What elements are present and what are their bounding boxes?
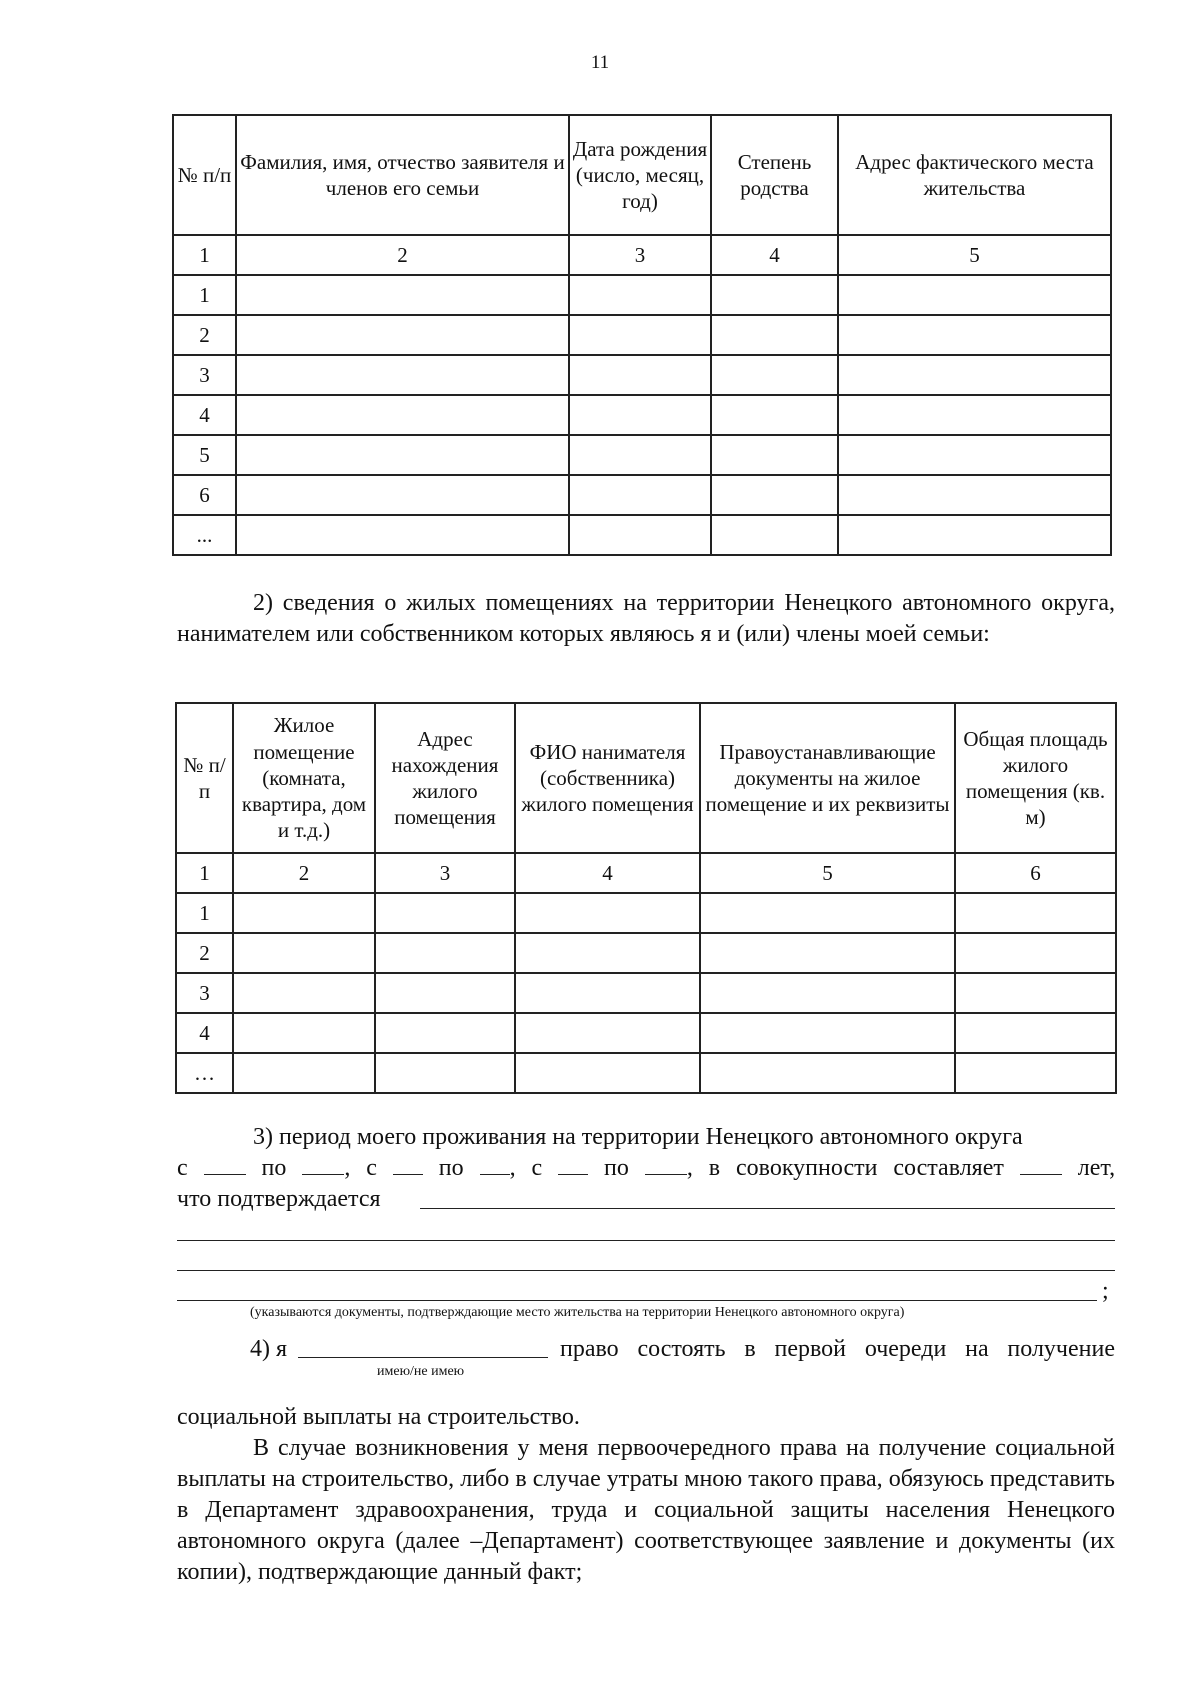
empty-cell xyxy=(515,1013,700,1053)
empty-cell xyxy=(236,435,569,475)
table-row xyxy=(176,973,1116,1013)
header-dwelling-address: Адрес нахождения жилого помещения xyxy=(375,703,515,853)
empty-cell xyxy=(375,1053,515,1093)
empty-cell xyxy=(955,1013,1116,1053)
header-relationship: Степень родства xyxy=(711,115,838,235)
comma-from-label: , с xyxy=(509,1155,543,1181)
empty-cell xyxy=(569,355,711,395)
empty-cell xyxy=(711,355,838,395)
empty-cell xyxy=(515,893,700,933)
empty-cell xyxy=(233,893,375,933)
confirmation-document-field[interactable] xyxy=(420,1208,1115,1209)
row-number: ... xyxy=(173,515,236,555)
empty-cell xyxy=(515,1053,700,1093)
page-number: 11 xyxy=(590,52,610,73)
right-status-hint: имею/не имею xyxy=(377,1364,465,1379)
row-number: 1 xyxy=(173,275,236,315)
table-row xyxy=(173,315,1111,355)
empty-cell xyxy=(838,315,1111,355)
column-number: 4 xyxy=(711,235,838,275)
column-number: 6 xyxy=(955,853,1116,893)
empty-cell xyxy=(233,973,375,1013)
table-row xyxy=(176,1013,1116,1053)
header-full-name: Фамилия, имя, отчество заявителя и членов его семьи xyxy=(236,115,569,235)
to-label: по xyxy=(438,1155,464,1181)
column-numbers-row xyxy=(173,235,1111,275)
empty-cell xyxy=(375,1013,515,1053)
empty-cell xyxy=(711,515,838,555)
from-label: с xyxy=(177,1155,188,1181)
confirmed-by-label: что подтверждается xyxy=(177,1186,381,1212)
empty-cell xyxy=(233,1053,375,1093)
empty-cell xyxy=(236,315,569,355)
row-number: 6 xyxy=(173,475,236,515)
residence-period-line xyxy=(177,1153,1115,1184)
empty-cell xyxy=(569,315,711,355)
row-number: 2 xyxy=(176,933,233,973)
header-title-documents: Правоустанавливающие документы на жилое помещение и их реквизиты xyxy=(700,703,955,853)
empty-cell xyxy=(700,933,955,973)
years-label: лет, xyxy=(1077,1155,1116,1181)
table-row xyxy=(173,475,1111,515)
to-label: по xyxy=(261,1155,287,1181)
table-header-row xyxy=(173,115,1111,235)
empty-cell xyxy=(711,395,838,435)
empty-cell xyxy=(711,275,838,315)
empty-cell xyxy=(838,275,1111,315)
empty-cell xyxy=(700,1053,955,1093)
empty-cell xyxy=(515,973,700,1013)
section-4-prefix: 4) я xyxy=(250,1336,288,1362)
from-date-field-3[interactable] xyxy=(558,1154,588,1175)
right-status-field[interactable] xyxy=(298,1357,548,1358)
confirmation-document-line-3[interactable] xyxy=(177,1270,1115,1271)
empty-cell xyxy=(375,893,515,933)
table-row xyxy=(176,1053,1116,1093)
table-row xyxy=(176,893,1116,933)
section-2-text: 2) сведения о жилых помещениях на территории Ненецкого автономного округа, нанимателем или собственником которых являюсь я и (или) члены моей семьи: xyxy=(177,590,1115,647)
to-date-field-3[interactable] xyxy=(645,1154,687,1175)
empty-cell xyxy=(569,475,711,515)
table-row xyxy=(173,275,1111,315)
column-numbers-row xyxy=(176,853,1116,893)
empty-cell xyxy=(236,355,569,395)
empty-cell xyxy=(838,515,1111,555)
empty-cell xyxy=(700,893,955,933)
empty-cell xyxy=(838,355,1111,395)
header-number: № п/п xyxy=(173,115,236,235)
column-number: 5 xyxy=(838,235,1111,275)
empty-cell xyxy=(569,275,711,315)
empty-cell xyxy=(955,893,1116,933)
to-date-field-1[interactable] xyxy=(302,1154,344,1175)
empty-cell xyxy=(515,933,700,973)
comma-from-label: , с xyxy=(344,1155,377,1181)
header-address: Адрес фактического места жительства xyxy=(838,115,1111,235)
confirmation-document-line-4[interactable] xyxy=(177,1300,1097,1301)
empty-cell xyxy=(838,435,1111,475)
header-owner-name: ФИО нанимателя (собственника) жилого помещения xyxy=(515,703,700,853)
total-years-field[interactable] xyxy=(1020,1154,1062,1175)
table-row xyxy=(173,355,1111,395)
row-number: 3 xyxy=(173,355,236,395)
closing-paragraph: В случае возникновения у меня первоочередного права на получение социальной выплаты на строительство, либо в случае утраты мною такого права, обязуюсь представить в Департамент здравоохранения, труда и социальной защиты населения Ненецкого автономного округа (далее –Департамент) соответствующее заявление и документы (их копии), подтверждающие данный факт; xyxy=(177,1435,1115,1585)
header-number: № п/п xyxy=(176,703,233,853)
housing-table xyxy=(175,702,1117,1094)
family-members-table xyxy=(172,114,1112,556)
total-label: , в совокупности составляет xyxy=(686,1155,1004,1181)
column-number: 5 xyxy=(700,853,955,893)
to-label: по xyxy=(604,1155,629,1181)
column-number: 3 xyxy=(375,853,515,893)
section-4-line2: социальной выплаты на строительство. xyxy=(177,1404,580,1430)
empty-cell xyxy=(375,973,515,1013)
row-number: 3 xyxy=(176,973,233,1013)
header-total-area: Общая площадь жилого помещения (кв. м) xyxy=(955,703,1116,853)
empty-cell xyxy=(711,475,838,515)
empty-cell xyxy=(838,475,1111,515)
row-number: 4 xyxy=(173,395,236,435)
empty-cell xyxy=(233,1013,375,1053)
table-header-row xyxy=(176,703,1116,853)
column-number: 1 xyxy=(176,853,233,893)
empty-cell xyxy=(838,395,1111,435)
header-dwelling: Жилое помещение (комната, квартира, дом и т.д.) xyxy=(233,703,375,853)
column-number: 4 xyxy=(515,853,700,893)
documents-hint: (указываются документы, подтверждающие место жительства на территории Ненецкого автономного округа) xyxy=(250,1305,905,1320)
empty-cell xyxy=(955,1053,1116,1093)
column-number: 3 xyxy=(569,235,711,275)
row-number: 2 xyxy=(173,315,236,355)
empty-cell xyxy=(236,475,569,515)
table-row xyxy=(173,515,1111,555)
table-row xyxy=(176,933,1116,973)
table-row xyxy=(173,435,1111,475)
empty-cell xyxy=(700,973,955,1013)
empty-cell xyxy=(955,973,1116,1013)
from-date-field-1[interactable] xyxy=(204,1154,246,1175)
empty-cell xyxy=(236,515,569,555)
column-number: 2 xyxy=(233,853,375,893)
empty-cell xyxy=(236,395,569,435)
table-row xyxy=(173,395,1111,435)
empty-cell xyxy=(569,395,711,435)
empty-cell xyxy=(233,933,375,973)
row-number: 5 xyxy=(173,435,236,475)
empty-cell xyxy=(569,515,711,555)
semicolon: ; xyxy=(1102,1278,1109,1304)
to-date-field-2[interactable] xyxy=(480,1154,510,1175)
confirmation-document-line-2[interactable] xyxy=(177,1240,1115,1241)
empty-cell xyxy=(711,315,838,355)
column-number: 1 xyxy=(173,235,236,275)
empty-cell xyxy=(569,435,711,475)
column-number: 2 xyxy=(236,235,569,275)
row-number: 1 xyxy=(176,893,233,933)
header-birth-date: Дата рождения (число, месяц, год) xyxy=(569,115,711,235)
section-3-line1: 3) период моего проживания на территории Ненецкого автономного округа xyxy=(253,1124,1023,1150)
empty-cell xyxy=(711,435,838,475)
row-number: … xyxy=(176,1053,233,1093)
from-date-field-2[interactable] xyxy=(393,1154,423,1175)
empty-cell xyxy=(955,933,1116,973)
section-4-suffix: право состоять в первой очереди на получение xyxy=(560,1336,1115,1362)
empty-cell xyxy=(700,1013,955,1053)
empty-cell xyxy=(375,933,515,973)
row-number: 4 xyxy=(176,1013,233,1053)
empty-cell xyxy=(236,275,569,315)
